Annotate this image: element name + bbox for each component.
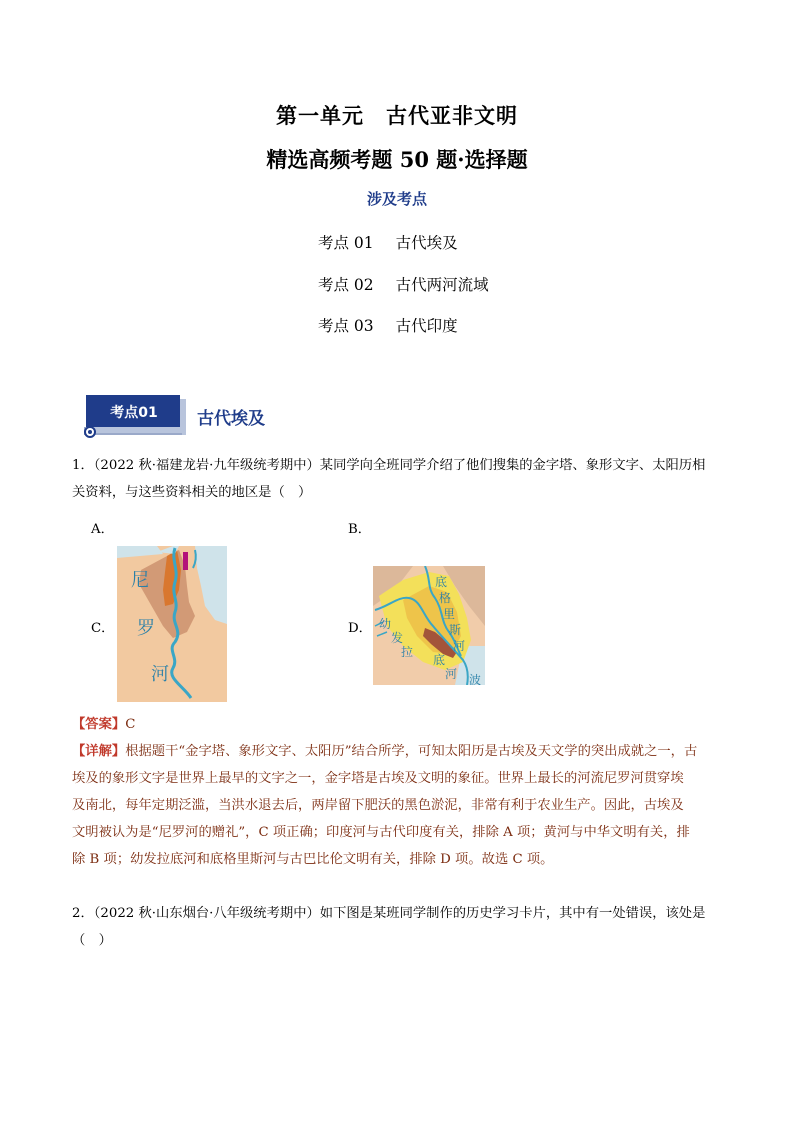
key-point-name: 古代印度: [395, 317, 458, 335]
map-label: 格: [439, 591, 452, 605]
option-c-label: C．: [91, 621, 115, 636]
detail-line: 除 B 项；幼发拉底河和底格里斯河与古巴比伦文明有关，排除 D 项。故选 C 项。: [72, 852, 554, 867]
scope-label: 涉及考点: [366, 190, 427, 208]
unit-title: 第一单元 古代亚非文明: [276, 103, 518, 128]
section-badge-label: 考点01: [110, 405, 158, 421]
subtitle: 精选高频考题 50 题·选择题: [266, 147, 528, 172]
question-1-stem: [72, 452, 728, 506]
key-point-name: 古代埃及: [395, 234, 458, 252]
mesopotamia-map: [373, 566, 485, 685]
key-point-1: [318, 231, 458, 253]
detail-line: 及南北，每年定期泛滥，当洪水退去后，两岸留下肥沃的黑色淤泥，非常有利于农业生产。因此，古埃及: [72, 798, 684, 813]
key-point-number: 考点 02: [318, 276, 374, 294]
map-label: 拉: [401, 645, 414, 659]
question-2-stem: [72, 900, 728, 954]
map-label: 斯: [449, 623, 462, 637]
detail-line: 文明被认为是“尼罗河的赠礼”，C 项正确；印度河与古代印度有关，排除 A 项；黄河与中华文明有关，排: [72, 825, 690, 840]
answer-value: C: [125, 717, 136, 732]
key-point-number: 考点 01: [318, 234, 374, 252]
section-title: 古代埃及: [197, 409, 265, 429]
map-label: 幼: [379, 617, 392, 631]
map-label: 河: [445, 667, 458, 681]
key-point-name: 古代两河流域: [395, 276, 489, 294]
key-point-3: [318, 314, 458, 336]
question-text-line: （ ）: [72, 933, 112, 948]
option-d-label: D．: [348, 621, 372, 636]
nile-map: [117, 546, 227, 702]
question-text-line: 1．（2022 秋·福建龙岩·九年级统考期中）某同学向全班同学介绍了他们搜集的金字塔、象形文字、太阳历相: [72, 458, 706, 473]
answer-line: [72, 711, 728, 738]
detail-line: 【详解】根据题干“金字塔、象形文字、太阳历”结合所学，可知太阳历是古埃及天文学的突出成就之一，古: [72, 744, 698, 759]
map-label: 尼: [131, 570, 149, 591]
question-text-line: 关资料，与这些资料相关的地区是（ ）: [72, 485, 312, 500]
map-label: 波: [469, 673, 482, 685]
option-b-label: B．: [348, 522, 372, 537]
question-text-line: 2．（2022 秋·山东烟台·八年级统考期中）如下图是某班同学制作的历史学习卡片，其中有一处错误，该处是: [72, 906, 706, 921]
map-label: 里: [443, 607, 456, 621]
answer-tag: 【答案】: [72, 717, 126, 732]
answer-block: [72, 711, 728, 873]
map-label: 底: [435, 575, 448, 589]
detail-tag: 【详解】: [72, 744, 126, 759]
map-label: 底: [433, 653, 446, 667]
detail-line: 埃及的象形文字是世界上最早的文字之一，金字塔是古埃及文明的象征。世界上最长的河流尼罗河贯穿埃: [72, 771, 684, 786]
key-point-2: [318, 273, 489, 295]
option-a-label: A．: [91, 522, 114, 537]
key-point-number: 考点 03: [318, 317, 374, 335]
map-label: 罗: [137, 618, 155, 639]
map-label: 河: [151, 664, 169, 685]
map-label: 河: [453, 639, 466, 653]
map-label: 发: [391, 631, 404, 645]
